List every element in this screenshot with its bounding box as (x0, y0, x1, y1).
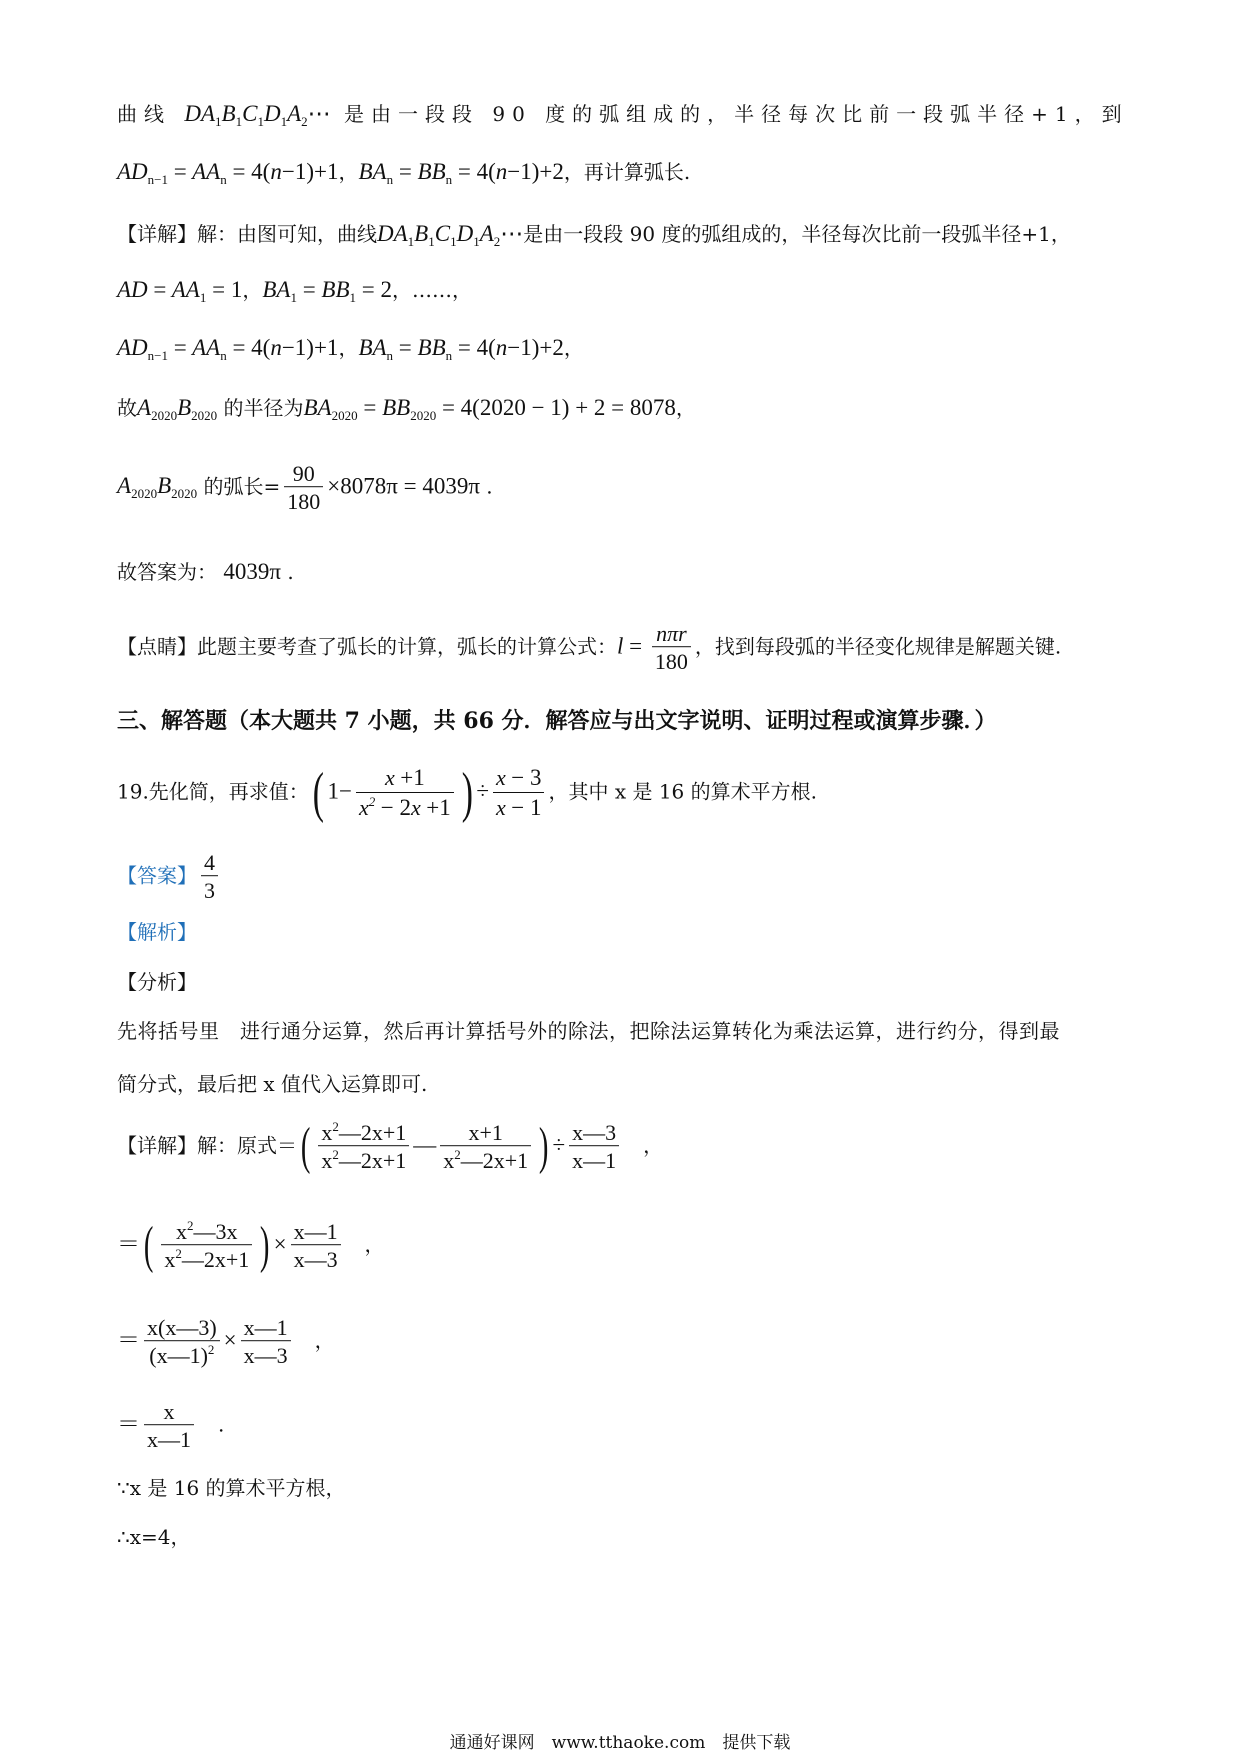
answer-value: 4039π (223, 559, 281, 584)
numerator: nπr (656, 621, 687, 647)
intro-line-2: $AD_{n-1} = AA_n = 4(n-1)+1$，$BA_n = BB_n = 4(n-1)+2$，再计算弧长. (117, 159, 691, 187)
answer-line: 故答案为： 4039π . (117, 559, 294, 584)
arc-length-line: $A_{2020}B_{2020}$ 的弧长= $\frac{90}{180}$ ×8078π = 4039π . (117, 461, 493, 515)
radius-formula: $BA_{2020} = BB_{2020} = 4(2020 - 1) + 2$ = (303, 395, 630, 423)
question-text: 19.先化简，再求值： (117, 779, 309, 804)
intro-line-1 (117, 102, 1129, 128)
fraction: $\frac{x - 3}{x - 1}$ (493, 765, 545, 821)
arc-formula-fraction (652, 621, 691, 675)
detail-2-line-1: 【详解】解：原式＝( $\frac{x^2—2x+1}{x^2—2x+1}$ — $\frac{x+1}{x^2—2x+1}$ ) ÷ $\frac{x—3}{x—1}$ ， (117, 1118, 664, 1175)
fraction: $\frac{x—1}{x—3}$ (291, 1219, 341, 1273)
fraction: $\frac{x—1}{x—3}$ (241, 1315, 291, 1369)
fraction: $\frac{x +1}{x^2 - 2x +1}$ (356, 765, 454, 821)
page-footer: 通通好课网 www.tthaoke.com 提供下载 (449, 1733, 791, 1753)
comment-label: 【点睛】此题主要考查了弧长的计算，弧长的计算公式： (117, 634, 617, 659)
denominator: 180 (652, 647, 691, 675)
text: 曲线 (117, 102, 171, 126)
text: ，找到每段弧的半径变化规律是解题关键. (694, 634, 1062, 659)
curve-symbol: $DA_1B_1C_1D_1A_2\cdots$ (377, 221, 524, 249)
radius-value: 8078 (629, 395, 676, 420)
fraction: $\frac{x—3}{x—1}$ (569, 1120, 619, 1174)
question-text: ，其中 x 是 16 的算术平方根. (548, 779, 817, 804)
text: ，再计算弧长. (563, 160, 691, 184)
detail-label: 【详解】解：原式＝ (117, 1133, 297, 1158)
detail-2-line-3: ＝ $\frac{x(x—3)}{(x—1)^2}$ × $\frac{x—1}{x—3}$ ， (117, 1315, 335, 1369)
text: ，……， (392, 278, 473, 302)
fraction: $\frac{x^2—2x+1}{x^2—2x+1}$ (318, 1120, 409, 1174)
question-19: 19.先化简，再求值：( 1− $\frac{x +1}{x^2 - 2x +1}$ ) ÷ $\frac{x - 3}{x - 1}$ ，其中 x 是 16 的算术平方根. (117, 762, 817, 824)
detail-label: 【详解】解：由图可知，曲线 (117, 222, 377, 246)
formula-ad: $AD_{n-1} = AA_n = 4(n-1)+1$ (117, 159, 339, 187)
fraction: $\frac{x}{x—1}$ (144, 1399, 194, 1453)
arc-symbol: $A_{2020}B_{2020}$ (137, 395, 218, 423)
curve-symbol: $DA_1B_1C_1D_1A_2\cdots$ (184, 101, 331, 129)
text: 的半径为 (223, 396, 304, 420)
comment-line: 【点睛】此题主要考查了弧长的计算，弧长的计算公式：l = nπr 180 ，找到每段弧的半径变化规律是解题关键. (117, 621, 1062, 675)
formula: $BA_1 = BB_1 = 2$ (262, 277, 393, 305)
fraction: $\frac{x+1}{x^2—2x+1}$ (440, 1120, 531, 1174)
text: 是由一段段 90 度的弧组成的，半径每次比前一段弧半径+1，到 (343, 102, 1129, 126)
arc-value: 8078π = 4039π (340, 473, 480, 499)
therefore-line: ∴x=4， (117, 1525, 191, 1549)
detail-2-line-4: ＝ $\frac{x}{x—1}$ . (117, 1399, 225, 1453)
analysis-tag: 【解析】 (117, 920, 197, 944)
formula-ba: $BA_n = BB_n = 4(n-1)+2$ (358, 159, 564, 187)
numerator: 90 (292, 461, 315, 487)
radius-line: 故$A_{2020}B_{2020}$ 的半径为$BA_{2020} = BB_{2020} = 4(2020 - 1) + 2 = 8078$， (117, 395, 696, 423)
detail-line-1 (117, 222, 1071, 248)
detail-line-2 (117, 278, 472, 304)
fraction-90-180 (284, 461, 323, 515)
fenxi-text-1: 先将括号里 进行通分运算，然后再计算括号外的除法，把除法运算转化为乘法运算，进行约分，得到最 (117, 1019, 1060, 1043)
text: 的弧长= (203, 474, 281, 499)
answer-tag: 【答案】 (117, 863, 197, 888)
text: 故答案为： (117, 560, 217, 584)
because-line: ∵x 是 16 的算术平方根， (117, 1476, 346, 1500)
fenxi-text-2: 简分式，最后把 x 值代入运算即可. (117, 1072, 428, 1096)
answer-row (117, 850, 222, 904)
detail-2-line-2: ＝( $\frac{x^2—3x}{x^2—2x+1}$ ) × $\frac{x—1}{x—3}$ ， (117, 1217, 385, 1274)
arc-symbol: $A_{2020}B_{2020}$ (117, 473, 198, 502)
detail-line-3: $AD_{n-1} = AA_n = 4(n-1)+1$，$BA_n = BB_n = 4(n-1)+2$， (117, 335, 584, 363)
fenxi-tag: 【分析】 (117, 970, 197, 994)
denominator: 3 (201, 876, 218, 904)
fraction: $\frac{x^2—3x}{x^2—2x+1}$ (161, 1219, 252, 1273)
text: ， (563, 336, 584, 360)
text: 故 (117, 396, 137, 420)
formula-ba: $BA_n = BB_n = 4(n-1)+2$ (358, 335, 564, 363)
numerator: 4 (204, 850, 215, 876)
answer-fraction (201, 850, 218, 904)
section-title: 三、解答题（本大题共 7 小题，共 66 分．解答应与出文字说明、证明过程或演算步骤．） (117, 708, 997, 734)
formula-ad: $AD_{n-1} = AA_n = 4(n-1)+1$ (117, 335, 339, 363)
fraction: $\frac{x(x—3)}{(x—1)^2}$ (144, 1315, 220, 1369)
denominator: 180 (284, 487, 323, 515)
text: 是由一段段 90 度的弧组成的，半径每次比前一段弧半径+1， (523, 222, 1071, 246)
text: ， (242, 278, 263, 302)
formula: AD = $AA_1 = 1$ (117, 277, 243, 305)
